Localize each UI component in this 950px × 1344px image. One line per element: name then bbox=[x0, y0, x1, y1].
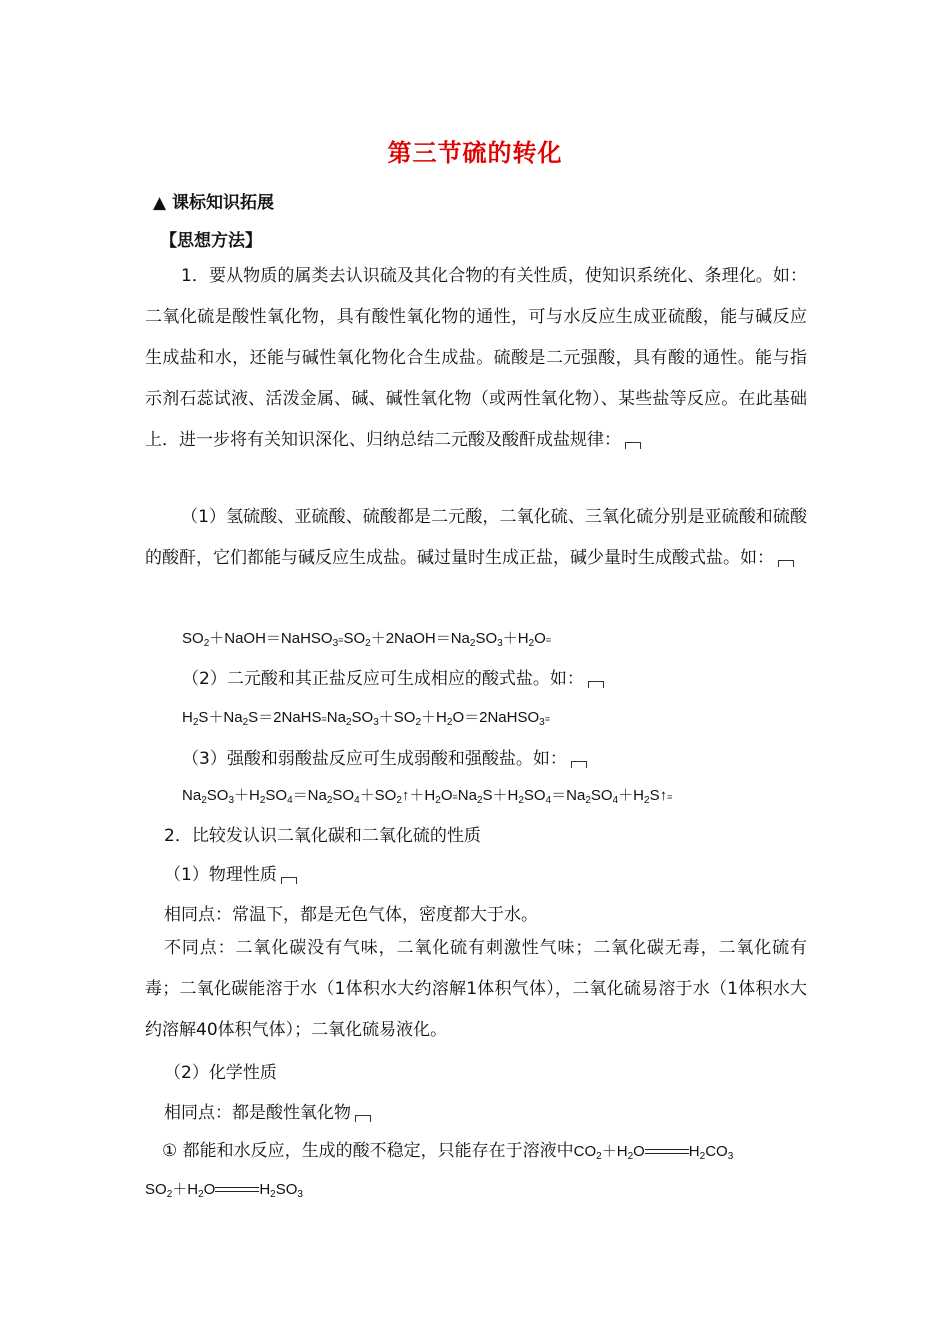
item-c1: ① 都能和水反应，生成的酸不稳定，只能存在于溶液中$CO_2+H_2O$ $H_2CO_3$ bbox=[162, 1141, 734, 1162]
same-point-1: 相同点：常温下，都是无色气体，密度都大于水。 bbox=[164, 905, 538, 925]
difference-paragraph: 不同点：二氧化碳没有气味，二氧化硫有刺激性气味；二氧化碳无毒，二氧化硫有毒；二氧化碳能溶于水（1体积水大约溶解1体积气体），二氧化硫易溶于水（1体积水大约溶解40体积气体）；二氧化硫易液化。 bbox=[145, 938, 807, 1040]
equation-line-2: $H_2S+Na_2S=2NaHS\equiv Na_2SO_3+SO_2+H_2O=2NaHSO_3\equiv$ bbox=[182, 709, 550, 728]
equation-so2-water: $SO_2+H_2O$ $H_2SO_3$ bbox=[145, 1181, 303, 1200]
chemical-properties: （2）化学性质 bbox=[164, 1063, 277, 1083]
item-3: （3）强酸和弱酸盐反应可生成弱酸和强酸盐。如： bbox=[182, 744, 587, 769]
equation-line-3: $Na_2SO_3+H_2SO_4=Na_2SO_4+SO_2↑+H_2O\equiv Na_2S+H_2SO_4=Na_2SO_4+H_2S↑\equiv$ bbox=[182, 787, 673, 806]
subheading: 【思想方法】 bbox=[160, 231, 262, 251]
equation-line-1: $SO_2+NaOH=NaHSO_3\equiv SO_2+2NaOH=Na_2SO_3+H_2O\equiv$ bbox=[182, 630, 552, 649]
point-2: 2．比较发认识二氧化碳和二氧化硫的性质 bbox=[164, 826, 481, 846]
paragraph-mark-icon bbox=[778, 560, 794, 567]
paragraph-2: （1）氢硫酸、亚硫酸、硫酸都是二元酸，二氧化硫、三氧化硫分别是亚硫酸和硫酸的酸酐，它们都能与碱反应生成盐。碱过量时生成正盐，碱少量时生成酸式盐。如： bbox=[145, 507, 807, 568]
reversible-arrow-icon bbox=[215, 1185, 259, 1195]
paragraph-mark-icon bbox=[588, 681, 604, 688]
section-heading: ▲ 课标知识拓展 bbox=[153, 193, 274, 213]
paragraph-1: 1．要从物质的属类去认识硫及其化合物的有关性质，使知识系统化、条理化。如：二氧化硫是酸性氧化物，具有酸性氧化物的通性，可与水反应生成亚硫酸，能与碱反应生成盐和水，还能与碱性氧化物化合生成盐。硫酸是二元强酸，具有酸的通性。能与指示剂石蕊试液、活泼金属、碱、碱性氧化物（或两性氧化物）、某些盐等反应。在此基础上．进一步将有关知识深化、归纳总结二元酸及酸酐成盐规律： bbox=[145, 266, 807, 450]
document-title: 第三节硫的转化 bbox=[387, 139, 563, 167]
physical-properties: （1）物理性质 bbox=[164, 860, 297, 885]
paragraph-mark-icon bbox=[281, 877, 297, 884]
paragraph-mark-icon bbox=[625, 442, 641, 449]
paragraph-mark-icon bbox=[571, 761, 587, 768]
item-2: （2）二元酸和其正盐反应可生成相应的酸式盐。如： bbox=[182, 664, 604, 689]
paragraph-mark-icon bbox=[355, 1115, 371, 1122]
reversible-arrow-icon bbox=[645, 1147, 689, 1157]
same-point-2: 相同点：都是酸性氧化物 bbox=[164, 1098, 371, 1123]
